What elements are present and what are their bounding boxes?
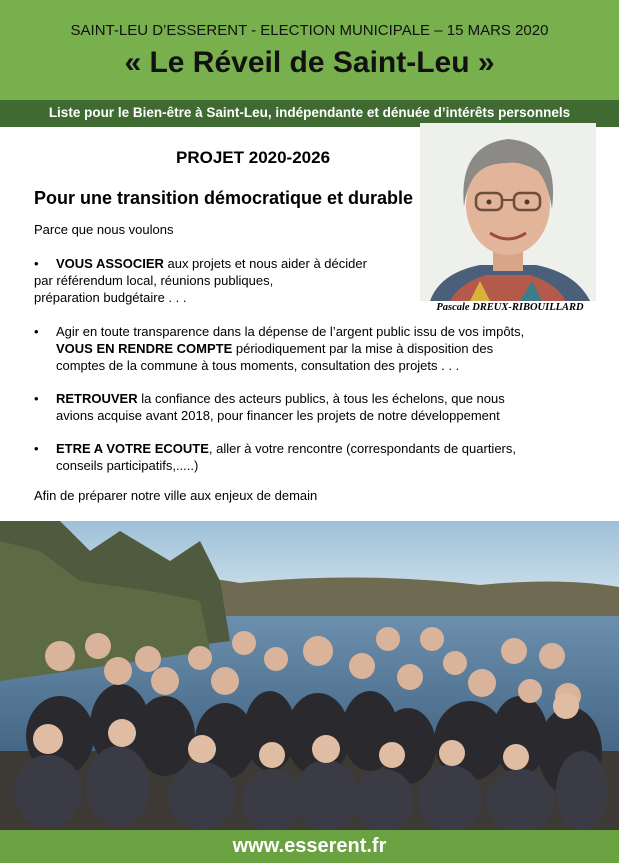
list-item: [34, 440, 516, 474]
team-photo: [0, 521, 619, 830]
bullet-text: périodiquement par la mise à disposition des: [232, 341, 494, 356]
footer-band: [0, 830, 619, 863]
bullet-text: conseils participatifs,.....): [56, 458, 199, 473]
list-title: « Le Réveil de Saint-Leu »: [124, 46, 495, 79]
bullet-text: Agir en toute transparence dans la dépense de l’argent public issu de vos impôts,: [56, 324, 525, 339]
bullet-marker: •: [34, 256, 39, 271]
bullet-bold: ETRE A VOTRE ECOUTE: [56, 441, 209, 456]
bullet-bold: VOUS EN RENDRE COMPTE: [56, 341, 233, 356]
bullet-text: préparation budgétaire . . .: [34, 290, 187, 305]
projet-heading: PROJET 2020-2026: [176, 148, 331, 167]
bullet-marker: •: [34, 324, 39, 339]
conclusion-text: Afin de préparer notre ville aux enjeux de demain: [34, 488, 318, 503]
bullet-marker: •: [34, 391, 39, 406]
election-heading: SAINT-LEU D’ESSERENT - ELECTION MUNICIPALE – 15 MARS 2020: [70, 22, 549, 39]
intro-text: Parce que nous voulons: [34, 222, 174, 237]
bullet-text: par référendum local, réunions publiques,: [34, 273, 274, 288]
program-subtitle: Pour une transition démocratique et durable: [34, 188, 414, 208]
website-link[interactable]: www.esserent.fr: [232, 835, 387, 857]
bullet-marker: •: [34, 441, 39, 456]
list-item: [34, 323, 524, 374]
list-item: [34, 255, 367, 306]
portrait-caption: Pascale DREUX-RIBOUILLARD: [436, 302, 584, 313]
tagline: Liste pour le Bien-être à Saint-Leu, indépendante et dénuée d’intérêts personnels: [48, 105, 571, 120]
candidate-portrait: [420, 123, 596, 301]
header-banner: [0, 0, 619, 100]
portrait-illustration: [420, 123, 596, 301]
bullet-bold: VOUS ASSOCIER: [56, 256, 164, 271]
team-photo-illustration: [0, 521, 619, 830]
bullet-text: avions acquise avant 2018, pour financer les projets de notre développement: [56, 408, 500, 423]
bullet-text: aux projets et nous aider à décider: [163, 256, 367, 271]
bullet-text: comptes de la commune à tous moments, consultation des projets . . .: [56, 358, 460, 373]
bullet-bold: RETROUVER: [56, 391, 138, 406]
bullet-text: , aller à votre rencontre (correspondants de quartiers,: [208, 441, 516, 456]
bullet-text: la confiance des acteurs publics, à tous les échelons, que nous: [137, 391, 505, 406]
list-item: [34, 390, 505, 424]
